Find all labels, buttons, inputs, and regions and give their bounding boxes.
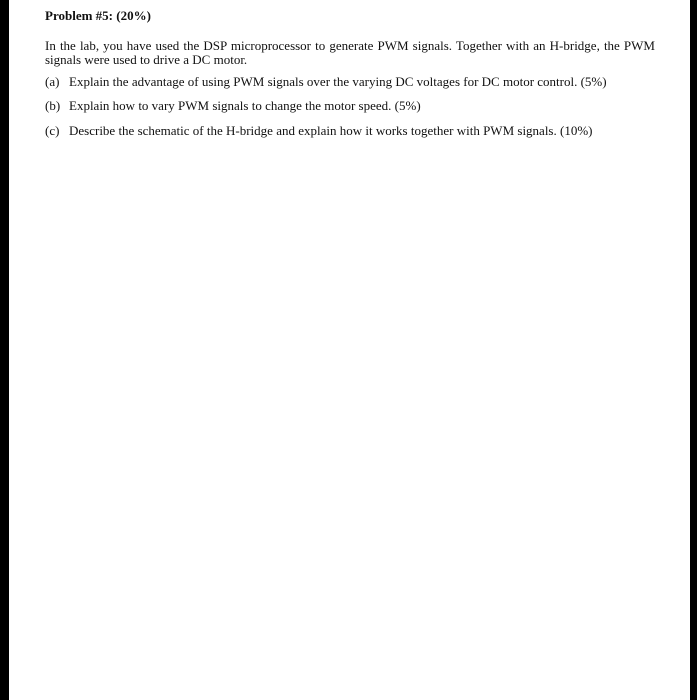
question-label: (b) <box>45 98 61 113</box>
left-black-border <box>0 0 9 700</box>
question-item <box>45 98 655 114</box>
question-label: (a) <box>45 74 60 89</box>
problem-content <box>45 8 655 139</box>
problem-title: Problem #5: (20%) <box>45 8 151 23</box>
question-text: Describe the schematic of the H-bridge and explain how it works together with PWM signals. (10%) <box>69 123 593 138</box>
question-text: Explain how to vary PWM signals to change the motor speed. (5%) <box>69 98 421 113</box>
right-black-border <box>690 0 697 700</box>
question-text: Explain the advantage of using PWM signals over the varying DC voltages for DC motor control. (5%) <box>69 74 607 89</box>
problem-intro: In the lab, you have used the DSP microprocessor to generate PWM signals. Together with an H-bridge, the PWM signals were used to drive a DC motor. <box>45 38 655 67</box>
question-label: (c) <box>45 123 60 138</box>
question-item <box>45 123 655 139</box>
question-item <box>45 74 655 90</box>
